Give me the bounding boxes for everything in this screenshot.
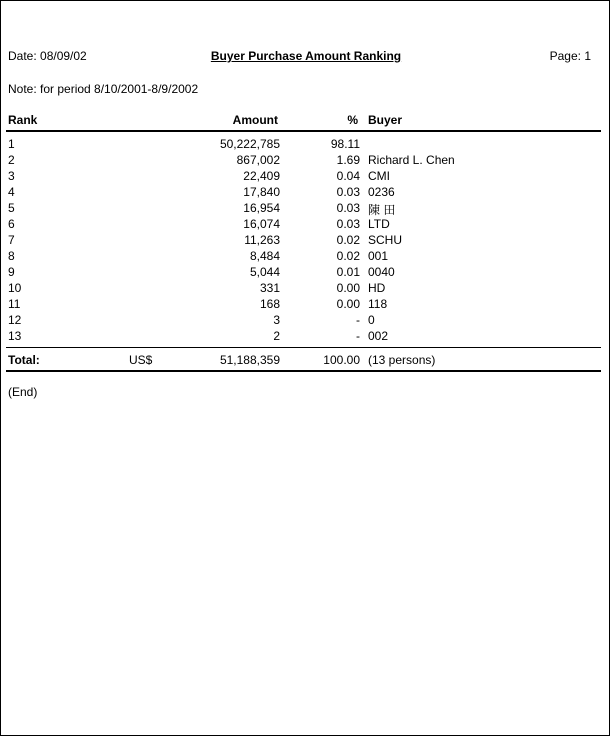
rank-cell: 6 xyxy=(8,217,15,231)
table-row xyxy=(1,281,610,297)
percent-cell: 1.69 xyxy=(336,153,360,167)
percent-cell: 0.02 xyxy=(336,249,360,263)
total-row xyxy=(1,353,610,369)
amount-cell: 11,263 xyxy=(244,233,280,247)
buyer-cell: SCHU xyxy=(368,233,403,247)
buyer-cell: 0040 xyxy=(368,265,395,279)
column-header-buyer: Buyer xyxy=(368,113,403,127)
rank-cell: 12 xyxy=(8,313,22,327)
buyer-cell: 001 xyxy=(368,249,389,263)
percent-cell: 0.02 xyxy=(336,233,360,247)
buyer-cell: 陳 田 xyxy=(368,203,396,217)
table-row xyxy=(1,297,610,313)
total-percent: 100.00 xyxy=(323,353,360,367)
buyer-cell: CMI xyxy=(368,169,390,183)
amount-cell: 331 xyxy=(259,281,280,295)
column-header-amount: Amount xyxy=(232,113,278,127)
amount-cell: 16,954 xyxy=(243,201,280,215)
rank-cell: 13 xyxy=(8,329,22,343)
header-rule xyxy=(6,130,601,132)
amount-cell: 17,840 xyxy=(243,185,280,199)
buyer-cell: HD xyxy=(368,281,386,295)
percent-cell: 0.04 xyxy=(336,169,360,183)
page-number: Page: 1 xyxy=(549,49,591,63)
percent-cell: 0.03 xyxy=(336,201,360,215)
table-row xyxy=(1,201,610,217)
total-buyer-count: (13 persons) xyxy=(368,353,436,367)
total-amount: 51,188,359 xyxy=(219,353,280,367)
amount-cell: 2 xyxy=(273,329,280,343)
report-title: Buyer Purchase Amount Ranking xyxy=(210,49,402,63)
percent-cell: 0.03 xyxy=(336,217,360,231)
percent-cell: 98.11 xyxy=(330,137,360,151)
table-row xyxy=(1,169,610,185)
percent-cell: 0.01 xyxy=(336,265,360,279)
rank-cell: 1 xyxy=(8,137,15,151)
buyer-cell: 0 xyxy=(368,313,375,327)
table-row xyxy=(1,313,610,329)
period-note: Note: for period 8/10/2001-8/9/2002 xyxy=(8,82,199,96)
total-rule-bottom xyxy=(6,370,601,372)
percent-cell: 0.03 xyxy=(336,185,360,199)
total-rule-top xyxy=(6,347,601,348)
table-row xyxy=(1,185,610,201)
amount-cell: 5,044 xyxy=(249,265,280,279)
column-header-rank: Rank xyxy=(8,113,38,127)
column-header-percent: % xyxy=(347,113,358,127)
percent-cell: 0.00 xyxy=(336,297,360,311)
end-marker: (End) xyxy=(8,385,38,399)
buyer-cell: Richard L. Chen xyxy=(368,153,455,167)
amount-cell: 3 xyxy=(273,313,280,327)
amount-cell: 867,002 xyxy=(236,153,280,167)
table-row xyxy=(1,153,610,169)
buyer-cell: 0236 xyxy=(368,185,395,199)
buyer-cell: 118 xyxy=(368,297,388,311)
rank-cell: 11 xyxy=(8,297,21,311)
amount-cell: 16,074 xyxy=(243,217,280,231)
rank-cell: 9 xyxy=(8,265,15,279)
total-label: Total: xyxy=(8,353,40,367)
report-date: Date: 08/09/02 xyxy=(8,49,87,63)
amount-cell: 50,222,785 xyxy=(219,137,280,151)
amount-cell: 168 xyxy=(259,297,280,311)
percent-cell: - xyxy=(356,313,360,327)
table-row xyxy=(1,249,610,265)
rank-cell: 3 xyxy=(8,169,15,183)
rank-cell: 10 xyxy=(8,281,22,295)
rank-cell: 8 xyxy=(8,249,15,263)
buyer-cell: LTD xyxy=(368,217,390,231)
table-row xyxy=(1,233,610,249)
amount-cell: 22,409 xyxy=(243,169,280,183)
table-row xyxy=(1,217,610,233)
buyer-cell: 002 xyxy=(368,329,389,343)
rank-cell: 4 xyxy=(8,185,15,199)
table-row xyxy=(1,329,610,345)
amount-cell: 8,484 xyxy=(249,249,280,263)
rank-cell: 2 xyxy=(8,153,15,167)
percent-cell: 0.00 xyxy=(336,281,360,295)
percent-cell: - xyxy=(356,329,360,343)
rank-cell: 7 xyxy=(8,233,15,247)
table-row xyxy=(1,137,610,153)
rank-cell: 5 xyxy=(8,201,15,215)
total-currency: US$ xyxy=(129,353,153,367)
table-row xyxy=(1,265,610,281)
